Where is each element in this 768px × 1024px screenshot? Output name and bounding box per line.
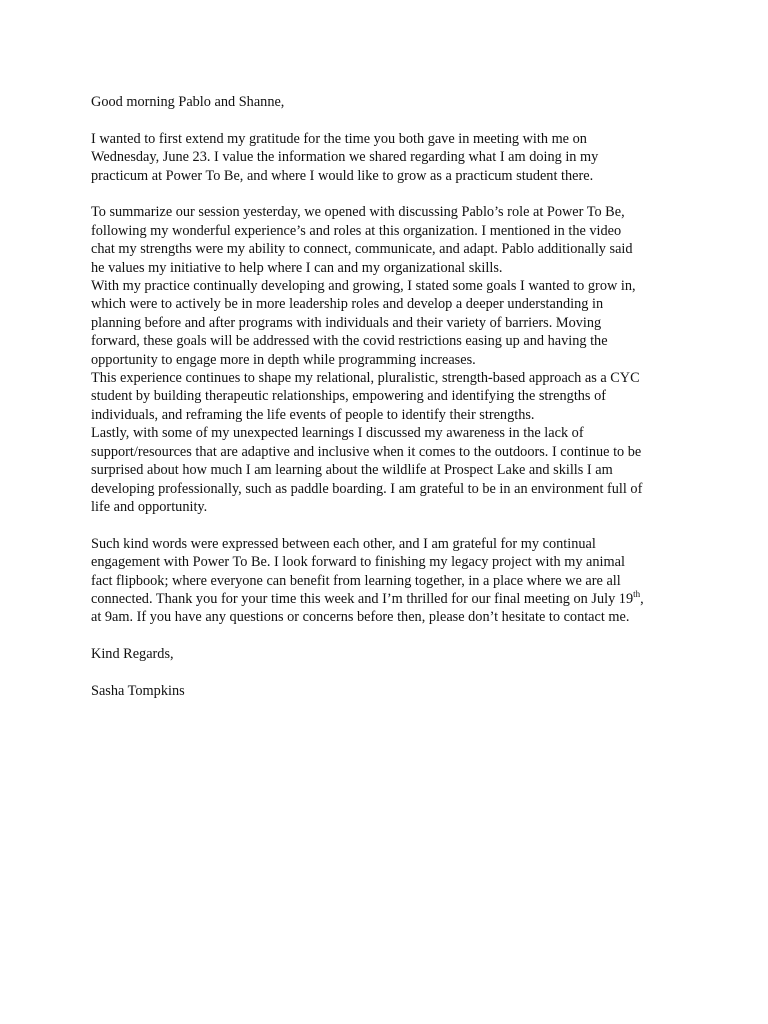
ordinal-suffix: th — [633, 589, 641, 600]
paragraph-gratitude: I wanted to first extend my gratitude for the time you both gave in meeting with me on Wednesday, June 23. I value the information we shared regarding what I am doing in my practicum at Power To Be, and where I would like to grow as a practicum student there. — [91, 130, 599, 184]
paragraph-summary: To summarize our session yesterday, we opened with discussing Pablo’s role at Power To Be, following my wonderful experience’s and roles at this organization. I mentioned in the video chat my strengths were my ability to connect, communicate, and adapt. Pablo additionally said he values my initiative to help where I can and my organizational skills. — [91, 204, 633, 276]
paragraph-closing-remarks: Such kind words were expressed between each other, and I am grateful for my continual engagement with Power To Be. I look forward to finishing my legacy project with my animal fact flipbook; where everyone can benefit from learning together, in a place where we are all connected. Thank you for your time this week and I’m thrilled for our final meeting on July 19th, at 9am. If you have any questions or concerns before then, please don’t hesitate to contact me. — [91, 535, 711, 627]
paragraph-experience: This experience continues to shape my relational, pluralistic, strength-based approach as a CYC student by building therapeutic relationships, empowering and identifying the strengths of individuals, and reframing the life events of people to identify their strengths. — [91, 370, 640, 423]
greeting: Good morning Pablo and Shanne, — [91, 94, 285, 110]
signature: Sasha Tompkins — [91, 682, 185, 699]
paragraph-goals: With my practice continually developing and growing, I stated some goals I wanted to grow in, which were to actively be in more leadership roles and develop a deeper understanding in planning before and after programs with individuals and their variety of barriers. Moving forward, these goals will be addressed with the covid restrictions easing up and having the opportunity to engage more in depth while programming increases. — [91, 278, 636, 368]
meeting-date-line: connected. Thank you for your time this week and I’m thrilled for our final meeting on July 19th, — [91, 589, 644, 607]
letter-body — [91, 93, 711, 700]
paragraph-learnings: Lastly, with some of my unexpected learnings I discussed my awareness in the lack of support/resources that are adaptive and inclusive when it comes to the outdoors. I continue to be surprised about how much I am learning about the wildlife at Prospect Lake and skills I am developing professionally, such as paddle boarding. I am grateful to be in an environment full of life and opportunity. — [91, 425, 643, 515]
closing: Kind Regards, — [91, 646, 174, 663]
